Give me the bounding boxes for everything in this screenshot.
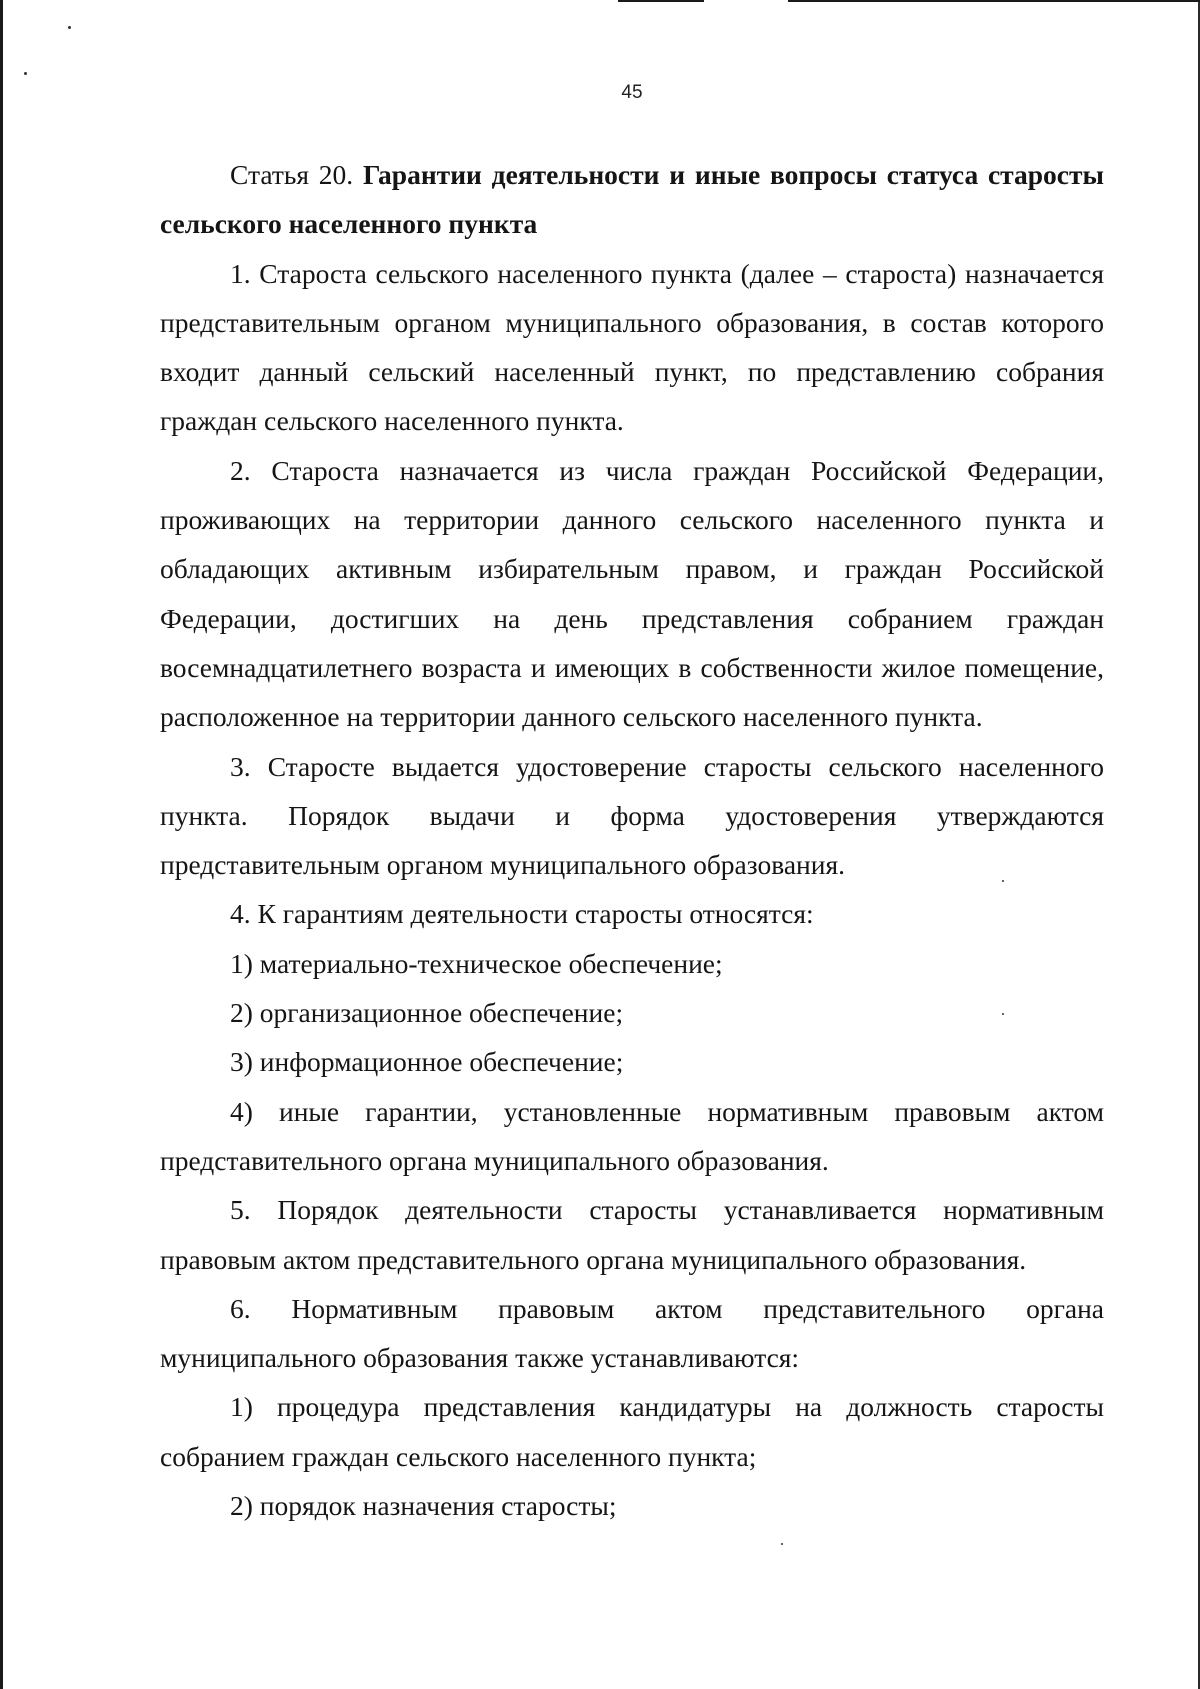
article-heading: [160, 150, 1104, 249]
paragraph: 2. Староста назначается из числа граждан Российской Федерации, проживающих на территории данного сельского населенного пункта и обладающих активным избирательным правом, и граждан Российской Федерации, достигших на день представления собранием граждан восемнадцатилетнего возраста и имеющих в собственности жилое помещение, расположенное на территории данного сельского населенного пункта.: [160, 454, 1104, 733]
list-item: 1) процедура представления кандидатуры на должность старосты собранием граждан сельского населенного пункта;: [160, 1391, 1104, 1472]
list-item: 2) порядок назначения старосты;: [230, 1490, 617, 1522]
paragraph: 1. Староста сельского населенного пункта (далее – староста) назначается представительным органом муниципального образования, в состав которого входит данный сельский населенный пункт, по представлению собрания граждан сельского населенного пункта.: [160, 257, 1104, 437]
list-item: 4) иные гарантии, установленные нормативным правовым актом представительного органа муниципального образования.: [160, 1095, 1104, 1176]
scan-edge-left: [0, 0, 3, 1689]
list-item: 1) материально-техническое обеспечение;: [230, 947, 723, 979]
list-item: 3) информационное обеспечение;: [230, 1046, 624, 1078]
document-body: [160, 150, 1104, 1530]
scan-speck: [781, 1543, 783, 1545]
page-number: 45: [621, 82, 643, 103]
article-title: Гарантии деятельности и иные вопросы статуса старосты сельского населенного пункта: [160, 159, 1104, 240]
scan-speck: [24, 72, 27, 75]
paragraph: 6. Нормативным правовым актом представительного органа муниципального образования также устанавливаются:: [160, 1292, 1104, 1374]
paragraph: 3. Старосте выдается удостоверение старосты сельского населенного пункта. Порядок выдачи и форма удостоверения утверждаются представительным органом муниципального образования.: [160, 750, 1104, 881]
paragraph: 4. К гарантиям деятельности старосты относятся:: [230, 898, 814, 930]
paragraph: 5. Порядок деятельности старосты устанавливается нормативным правовым актом представительного органа муниципального образования.: [160, 1194, 1104, 1275]
scan-speck: [68, 26, 71, 29]
scan-edge-top: [618, 0, 704, 2]
article-label: Статья 20.: [230, 159, 354, 190]
scan-edge-top: [788, 0, 1200, 2]
list-item: 2) организационное обеспечение;: [230, 997, 624, 1029]
